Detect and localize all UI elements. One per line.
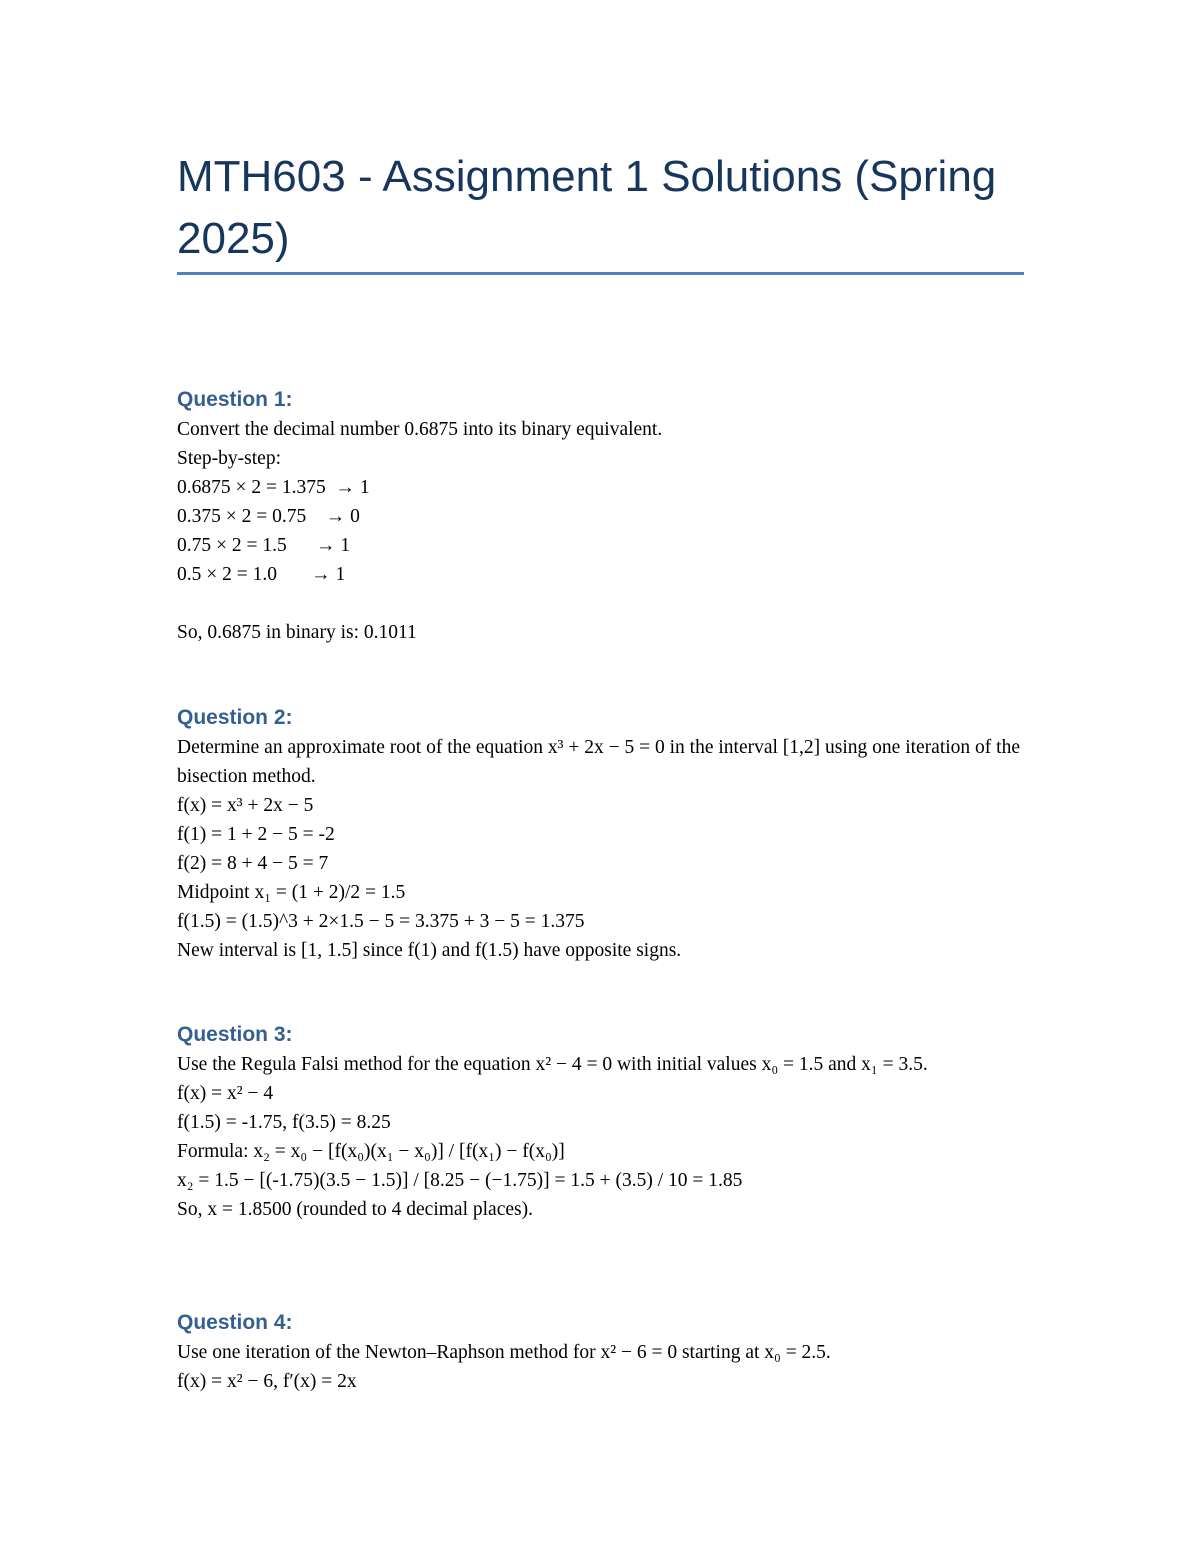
question-1-step-3: 0.75 × 2 = 1.5 → 1 <box>177 535 351 556</box>
question-4-line-1: f(x) = x² − 6, f′(x) = 2x <box>177 1371 357 1392</box>
question-3-prompt: Use the Regula Falsi method for the equation x² − 4 = 0 with initial values x₀ = 1.5 and x₁ = 3.5. <box>177 1054 928 1075</box>
question-4-prompt: Use one iteration of the Newton–Raphson method for x² − 6 = 0 starting at x₀ = 2.5. <box>177 1342 831 1363</box>
question-1-body <box>177 415 1037 647</box>
question-4-section <box>177 1308 1037 1396</box>
question-1-conclusion: So, 0.6875 in binary is: 0.1011 <box>177 622 417 643</box>
question-2-body <box>177 733 1037 965</box>
question-3-line-5: So, x = 1.8500 (rounded to 4 decimal places). <box>177 1199 533 1220</box>
question-3-line-2: f(1.5) = -1.75, f(3.5) = 8.25 <box>177 1112 391 1133</box>
question-2-line-1: f(x) = x³ + 2x − 5 <box>177 795 314 816</box>
question-1-step-label: Step-by-step: <box>177 448 281 469</box>
question-4-heading: Question 4: <box>177 1311 293 1334</box>
question-1-section <box>177 385 1037 647</box>
question-1-heading: Question 1: <box>177 388 293 411</box>
question-2-line-3: f(2) = 8 + 4 − 5 = 7 <box>177 853 329 874</box>
question-2-line-5: f(1.5) = (1.5)^3 + 2×1.5 − 5 = 3.375 + 3 − 5 = 1.375 <box>177 911 585 932</box>
question-1-spacer <box>177 589 1037 618</box>
question-3-body <box>177 1050 1037 1224</box>
question-3-line-3: Formula: x₂ = x₀ − [f(x₀)(x₁ − x₀)] / [f(x₁) − f(x₀)] <box>177 1141 565 1162</box>
question-3-section <box>177 1020 1037 1224</box>
question-3-line-1: f(x) = x² − 4 <box>177 1083 274 1104</box>
question-2-line-6: New interval is [1, 1.5] since f(1) and f(1.5) have opposite signs. <box>177 940 682 961</box>
question-3-heading: Question 3: <box>177 1023 293 1046</box>
question-2-heading: Question 2: <box>177 706 293 729</box>
document-title: MTH603 - Assignment 1 Solutions (Spring 2025) <box>177 152 997 263</box>
question-4-body <box>177 1338 1037 1396</box>
title-underline <box>177 272 1024 275</box>
question-1-prompt: Convert the decimal number 0.6875 into its binary equivalent. <box>177 419 663 440</box>
question-1-step-2: 0.375 × 2 = 0.75 → 0 <box>177 506 360 527</box>
question-2-line-4: Midpoint x₁ = (1 + 2)/2 = 1.5 <box>177 882 406 903</box>
question-2-section <box>177 703 1037 965</box>
question-2-line-2: f(1) = 1 + 2 − 5 = -2 <box>177 824 335 845</box>
question-1-step-4: 0.5 × 2 = 1.0 → 1 <box>177 564 346 585</box>
question-2-prompt: Determine an approximate root of the equation x³ + 2x − 5 = 0 in the interval [1,2] using one iteration of the bisection method. <box>177 737 1020 787</box>
question-1-step-1: 0.6875 × 2 = 1.375 → 1 <box>177 477 370 498</box>
question-3-line-4: x₂ = 1.5 − [(-1.75)(3.5 − 1.5)] / [8.25 − (−1.75)] = 1.5 + (3.5) / 10 = 1.85 <box>177 1170 743 1191</box>
